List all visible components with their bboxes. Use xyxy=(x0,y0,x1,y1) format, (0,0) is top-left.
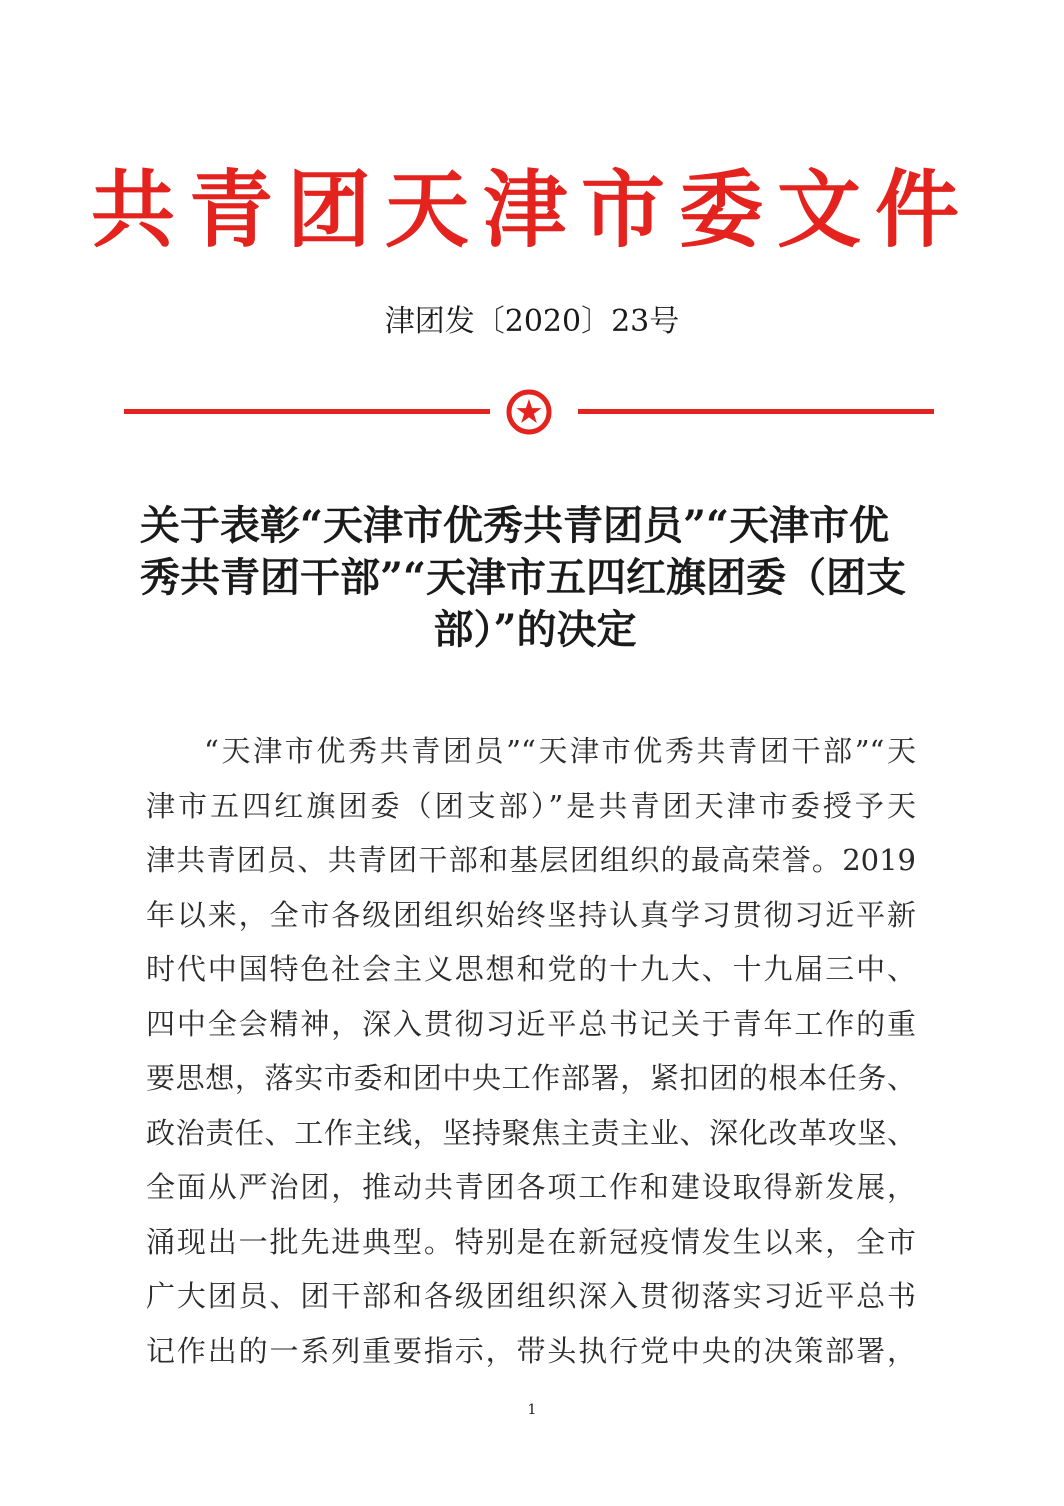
page-number: 1 xyxy=(527,1402,537,1418)
document-body xyxy=(146,724,916,1378)
body-line: 涌现出一批先进典型。特别是在新冠疫情发生以来，全市 xyxy=(146,1224,916,1259)
body-line: 要思想，落实市委和团中央工作部署，紧扣团的根本任务、 xyxy=(146,1061,916,1095)
body-line: 年以来，全市各级团组织始终坚持认真学习贯彻习近平新 xyxy=(146,897,916,932)
body-line: 记作出的一系列重要指示，带头执行党中央的决策部署， xyxy=(146,1333,916,1368)
document-number: 津团发〔2020〕23号 xyxy=(384,304,680,339)
document-title xyxy=(140,500,930,656)
body-line: 全面从严治团，推动共青团各项工作和建设取得新发展， xyxy=(146,1170,916,1204)
body-line: “天津市优秀共青团员”“天津市优秀共青团干部”“天 xyxy=(204,734,916,768)
red-divider-right xyxy=(578,409,934,414)
body-line: 四中全会精神，深入贯彻习近平总书记关于青年工作的重 xyxy=(146,1006,916,1041)
body-line: 津共青团员、共青团干部和基层团组织的最高荣誉。2019 xyxy=(146,843,916,877)
document-masthead: 共青团天津市委文件 xyxy=(90,161,973,259)
star-circle-emblem-icon xyxy=(505,388,553,436)
title-line: 部）”的决定 xyxy=(433,606,637,653)
body-line: 政治责任、工作主线，坚持聚焦主责主业、深化改革攻坚、 xyxy=(146,1115,916,1150)
red-divider-left xyxy=(124,409,490,414)
body-line: 津市五四红旗团委（团支部）”是共青团天津市委授予天 xyxy=(146,788,916,823)
body-line: 广大团员、团干部和各级团组织深入贯彻落实习近平总书 xyxy=(146,1279,916,1313)
title-line: 关于表彰“天津市优秀共青团员”“天津市优 xyxy=(140,502,890,549)
title-line: 秀共青团干部”“天津市五四红旗团委（团支 xyxy=(140,554,907,601)
body-line: 时代中国特色社会主义思想和党的十九大、十九届三中、 xyxy=(146,952,916,986)
